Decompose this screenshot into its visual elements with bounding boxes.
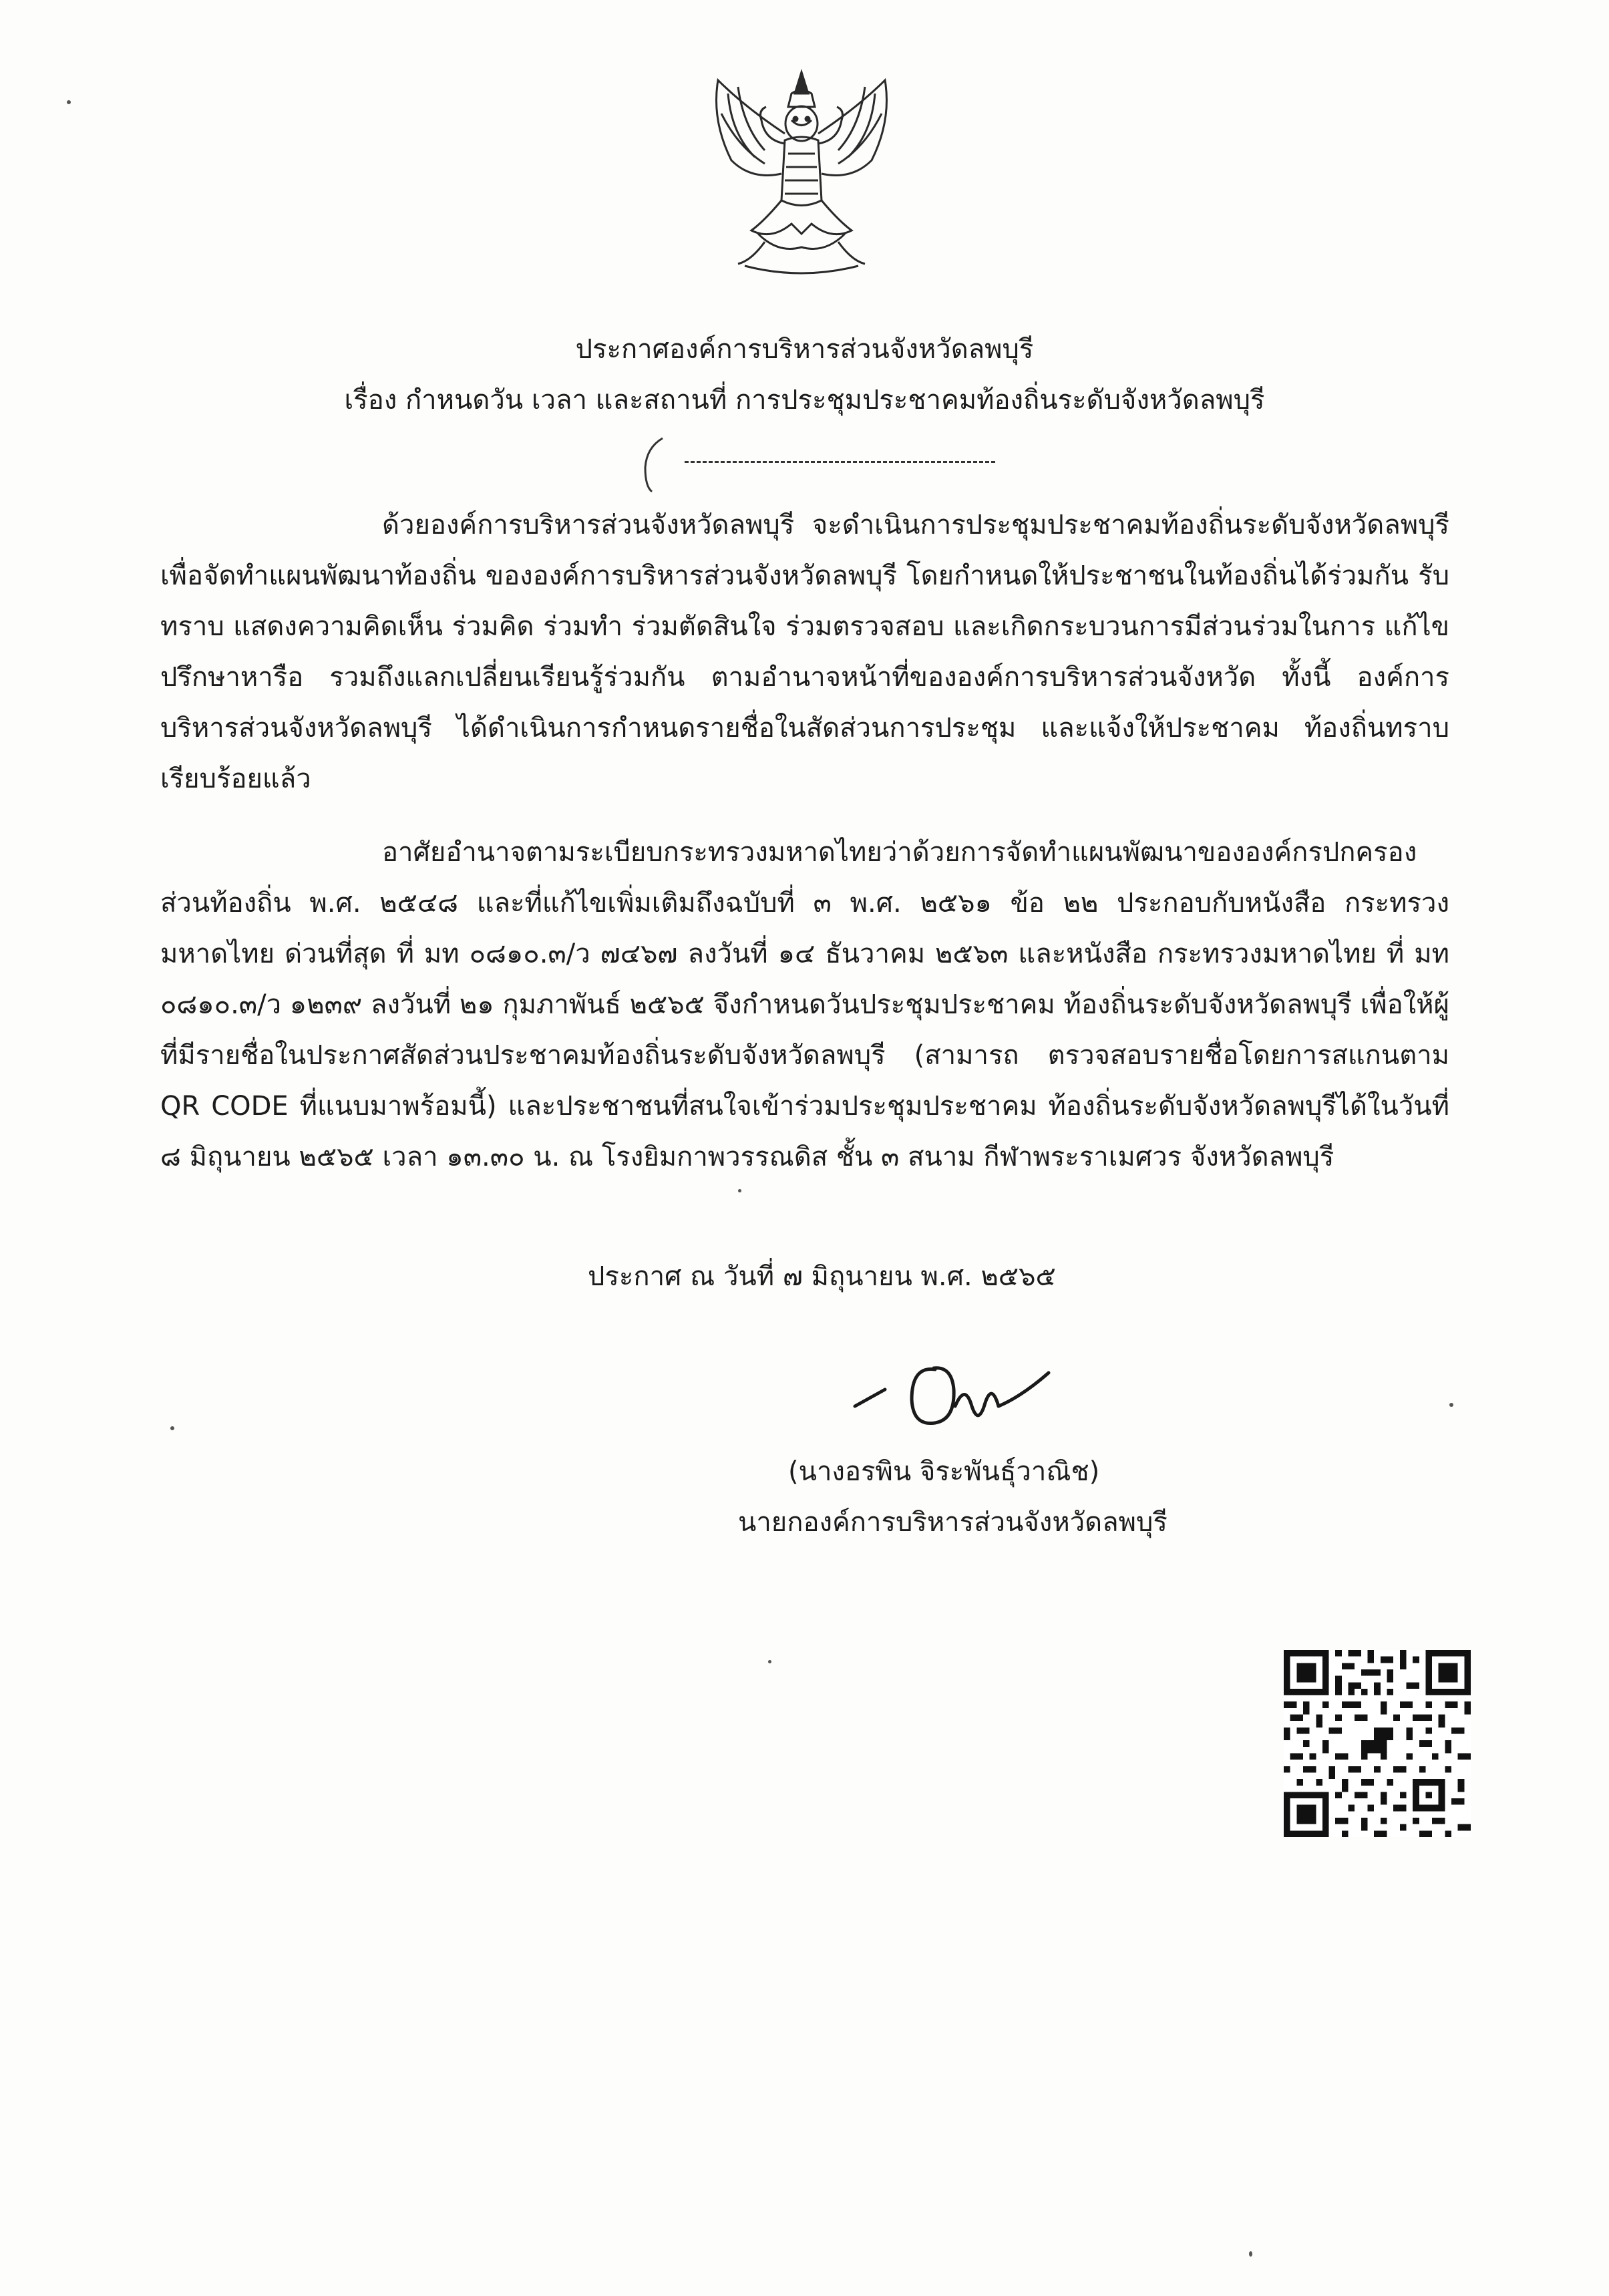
scan-speck — [1449, 1403, 1453, 1407]
garuda-emblem-icon — [691, 67, 912, 287]
handwritten-signature-icon — [848, 1343, 1089, 1443]
scan-speck — [768, 1660, 771, 1663]
announcement-title: ประกาศองค์การบริหารส่วนจังหวัดลพบุรี — [575, 334, 1034, 365]
announcement-date: ประกาศ ณ วันที่ ๗ มิถุนายน พ.ศ. ๒๕๖๕ — [588, 1261, 1056, 1292]
scan-speck — [1249, 2251, 1252, 2257]
paragraph-2-text: อาศัยอำนาจตามระเบียบกระทรวงมหาดไทยว่าด้วยการจัดทำแผนพัฒนาขององค์กรปกครอง ส่วนท้องถิ่น พ.ศ. ๒๕๔๘ และที่แก้ไขเพิ่มเติมถึงฉบับที่ ๓ พ.ศ. ๒๕๖๑ ข้อ ๒๒ ประกอบกับหนังสือ กระทรวงมหาดไทย ด่วนที่สุด ที่ มท ๐๘๑๐.๓/ว ๗๔๖๗ ลงวันที่ ๑๔ ธันวาคม ๒๕๖๓ และหนังสือ กระทรวงมหาดไทย ที่ มท ๐๘๑๐.๓/ว ๑๒๓๙ ลงวันที่ ๒๑ กุมภาพันธ์ ๒๕๖๕ จึงกำหนดวันประชุมประชาคม ท้องถิ่นระดับจังหวัดลพบุรี เพื่อให้ผู้ที่มีรายชื่อในประกาศสัดส่วนประชาคมท้องถิ่นระดับจังหวัดลพบุรี (สามารถ ตรวจสอบรายชื่อโดยการสแกนตาม QR CODE ที่แนบมาพร้อมนี้) และประชาชนที่สนใจเข้าร่วมประชุมประชาคม ท้องถิ่นระดับจังหวัดลพบุรีได้ในวันที่ ๘ มิถุนายน ๒๕๖๕ เวลา ๑๓.๓๐ น. ณ โรงยิมกาพวรรณดิส ชั้น ๓ สนาม กีฬาพระราเมศวร จังหวัดลพบุรี — [160, 837, 1449, 1172]
title-divider — [685, 461, 995, 463]
signer-position: นายกองค์การบริหารส่วนจังหวัดลพบุรี — [738, 1507, 1168, 1538]
pen-mark-icon — [640, 434, 667, 494]
signer-name: (นางอรพิน จิระพันธุ์วาณิช) — [788, 1456, 1100, 1487]
announcement-subject: เรื่อง กำหนดวัน เวลา และสถานที่ การประชุมประชาคมท้องถิ่นระดับจังหวัดลพบุรี — [344, 385, 1265, 416]
body-paragraph-1 — [160, 500, 1449, 804]
scan-speck — [738, 1189, 741, 1192]
body-paragraph-2 — [160, 827, 1449, 1182]
qr-code-icon[interactable] — [1284, 1650, 1471, 1837]
scan-speck — [67, 100, 71, 104]
scan-speck — [170, 1426, 174, 1430]
paragraph-1-text: ด้วยองค์การบริหารส่วนจังหวัดลพบุรี จะดำเนินการประชุมประชาคมท้องถิ่นระดับจังหวัดลพบุรี เพื่อจัดทำแผนพัฒนาท้องถิ่น ขององค์การบริหารส่วนจังหวัดลพบุรี โดยกำหนดให้ประชาชนในท้องถิ่นได้ร่วมกัน รับทราบ แสดงความคิดเห็น ร่วมคิด ร่วมทำ ร่วมตัดสินใจ ร่วมตรวจสอบ และเกิดกระบวนการมีส่วนร่วมในการ แก้ไข ปรึกษาหารือ รวมถึงแลกเปลี่ยนเรียนรู้ร่วมกัน ตามอำนาจหน้าที่ขององค์การบริหารส่วนจังหวัด ทั้งนี้ องค์การบริหารส่วนจังหวัดลพบุรี ได้ดำเนินการกำหนดรายชื่อในสัดส่วนการประชุม และแจ้งให้ประชาคม ท้องถิ่นทราบเรียบร้อยแล้ว — [160, 510, 1449, 794]
